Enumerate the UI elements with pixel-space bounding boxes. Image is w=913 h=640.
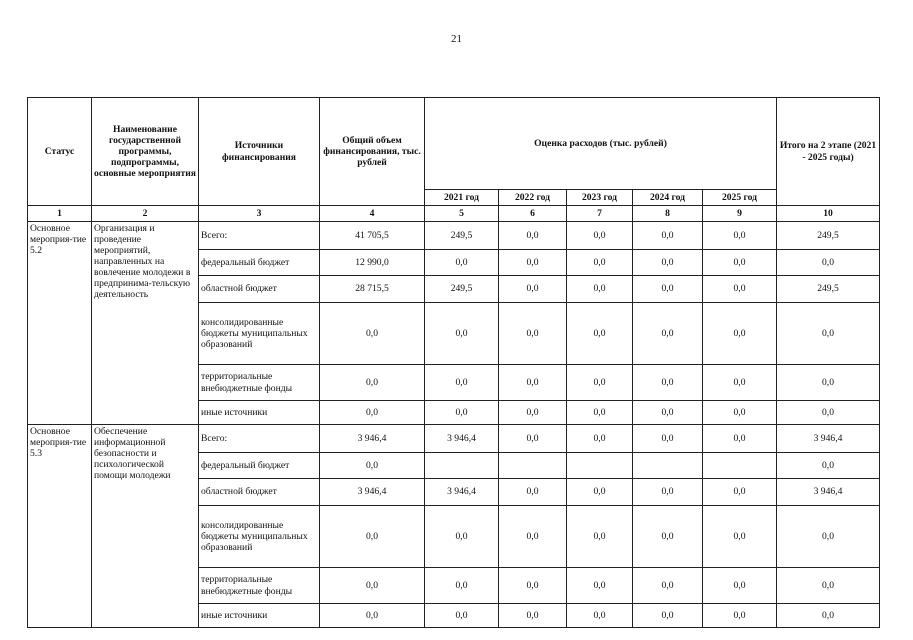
year-value-cell: 0,0 [499, 479, 567, 506]
year-value-cell: 0,0 [567, 568, 633, 604]
header-stage-total: Итого на 2 этапе (2021 - 2025 годы) [777, 98, 880, 206]
year-value-cell: 0,0 [633, 568, 703, 604]
year-value-cell: 0,0 [567, 303, 633, 365]
year-value-cell: 0,0 [567, 276, 633, 303]
header-estimate: Оценка расходов (тыс. рублей) [425, 98, 777, 190]
status-cell: Основное мероприя-тие 5.3 [28, 425, 92, 628]
year-value-cell: 0,0 [499, 568, 567, 604]
year-value-cell: 0,0 [633, 479, 703, 506]
year-value-cell: 0,0 [425, 568, 499, 604]
year-value-cell: 0,0 [425, 506, 499, 568]
year-value-cell: 0,0 [425, 250, 499, 276]
column-index: 7 [567, 206, 633, 222]
year-value-cell [567, 453, 633, 479]
column-index: 2 [92, 206, 199, 222]
year-value-cell: 0,0 [425, 604, 499, 628]
year-value-cell: 0,0 [499, 303, 567, 365]
year-value-cell: 249,5 [425, 222, 499, 250]
year-value-cell: 0,0 [567, 401, 633, 425]
source-cell: консолидированные бюджеты муниципальных образований [199, 303, 320, 365]
total-cell: 0,0 [320, 568, 425, 604]
activity-name-cell: Обеспечение информационной безопасности и психологической помощи молодежи [92, 425, 199, 628]
year-value-cell: 0,0 [703, 425, 777, 453]
stage-total-cell: 0,0 [777, 303, 880, 365]
year-value-cell: 0,0 [633, 222, 703, 250]
year-value-cell: 0,0 [633, 604, 703, 628]
stage-total-cell: 0,0 [777, 453, 880, 479]
column-index: 3 [199, 206, 320, 222]
stage-total-cell: 249,5 [777, 276, 880, 303]
source-cell: территориальные внебюджетные фонды [199, 365, 320, 401]
year-value-cell [703, 453, 777, 479]
year-value-cell [633, 453, 703, 479]
source-cell: федеральный бюджет [199, 250, 320, 276]
header-year: 2022 год [499, 190, 567, 206]
year-value-cell: 0,0 [499, 506, 567, 568]
year-value-cell: 0,0 [499, 365, 567, 401]
header-year: 2025 год [703, 190, 777, 206]
total-cell: 0,0 [320, 365, 425, 401]
year-value-cell: 3 946,4 [425, 479, 499, 506]
source-cell: областной бюджет [199, 276, 320, 303]
year-value-cell: 0,0 [703, 604, 777, 628]
year-value-cell: 0,0 [499, 401, 567, 425]
header-status: Статус [28, 98, 92, 206]
table-body [28, 222, 880, 628]
year-value-cell: 0,0 [499, 425, 567, 453]
year-value-cell: 0,0 [703, 479, 777, 506]
stage-total-cell: 3 946,4 [777, 479, 880, 506]
year-value-cell: 0,0 [703, 401, 777, 425]
column-index: 8 [633, 206, 703, 222]
year-value-cell: 0,0 [703, 303, 777, 365]
column-index: 9 [703, 206, 777, 222]
stage-total-cell: 0,0 [777, 604, 880, 628]
table-row [28, 222, 880, 250]
year-value-cell: 0,0 [703, 568, 777, 604]
stage-total-cell: 0,0 [777, 401, 880, 425]
column-index: 1 [28, 206, 92, 222]
source-cell: консолидированные бюджеты муниципальных образований [199, 506, 320, 568]
header-year: 2021 год [425, 190, 499, 206]
year-value-cell: 0,0 [633, 276, 703, 303]
header-year: 2024 год [633, 190, 703, 206]
header-total: Общий объем финансирования, тыс. рублей [320, 98, 425, 206]
year-value-cell: 0,0 [499, 276, 567, 303]
year-value-cell: 0,0 [633, 365, 703, 401]
status-cell: Основное мероприя-тие 5.2 [28, 222, 92, 425]
year-value-cell [499, 453, 567, 479]
total-cell: 3 946,4 [320, 425, 425, 453]
source-cell: иные источники [199, 604, 320, 628]
year-value-cell: 0,0 [567, 425, 633, 453]
stage-total-cell: 3 946,4 [777, 425, 880, 453]
stage-total-cell: 249,5 [777, 222, 880, 250]
year-value-cell [425, 453, 499, 479]
header-year: 2023 год [567, 190, 633, 206]
budget-table [27, 97, 880, 628]
year-value-cell: 0,0 [499, 250, 567, 276]
year-value-cell: 249,5 [425, 276, 499, 303]
year-value-cell: 0,0 [567, 604, 633, 628]
year-value-cell: 0,0 [703, 506, 777, 568]
total-cell: 3 946,4 [320, 479, 425, 506]
year-value-cell: 0,0 [567, 250, 633, 276]
column-index: 5 [425, 206, 499, 222]
stage-total-cell: 0,0 [777, 365, 880, 401]
header-source: Источники финансирования [199, 98, 320, 206]
source-cell: федеральный бюджет [199, 453, 320, 479]
stage-total-cell: 0,0 [777, 506, 880, 568]
total-cell: 12 990,0 [320, 250, 425, 276]
year-value-cell: 0,0 [425, 401, 499, 425]
year-value-cell: 0,0 [425, 303, 499, 365]
total-cell: 28 715,5 [320, 276, 425, 303]
column-index: 4 [320, 206, 425, 222]
source-cell: территориальные внебюджетные фонды [199, 568, 320, 604]
year-value-cell: 0,0 [567, 222, 633, 250]
year-value-cell: 0,0 [703, 222, 777, 250]
year-value-cell: 0,0 [633, 506, 703, 568]
total-cell: 0,0 [320, 303, 425, 365]
table-header [28, 98, 880, 222]
total-cell: 0,0 [320, 604, 425, 628]
year-value-cell: 0,0 [633, 401, 703, 425]
total-cell: 0,0 [320, 401, 425, 425]
year-value-cell: 0,0 [567, 365, 633, 401]
year-value-cell: 0,0 [703, 276, 777, 303]
year-value-cell: 0,0 [567, 506, 633, 568]
year-value-cell: 0,0 [703, 250, 777, 276]
stage-total-cell: 0,0 [777, 250, 880, 276]
page-number: 21 [451, 33, 462, 45]
column-index: 6 [499, 206, 567, 222]
total-cell: 41 705,5 [320, 222, 425, 250]
year-value-cell: 3 946,4 [425, 425, 499, 453]
header-name: Наименование государственной программы, подпрограммы, основные мероприятия [92, 98, 199, 206]
year-value-cell: 0,0 [703, 365, 777, 401]
source-cell: областной бюджет [199, 479, 320, 506]
year-value-cell: 0,0 [425, 365, 499, 401]
year-value-cell: 0,0 [633, 250, 703, 276]
year-value-cell: 0,0 [499, 604, 567, 628]
total-cell: 0,0 [320, 506, 425, 568]
year-value-cell: 0,0 [633, 303, 703, 365]
activity-name-cell: Организация и проведение мероприятий, направленных на вовлечение молодежи в предпринима-тельскую деятельность [92, 222, 199, 425]
column-index: 10 [777, 206, 880, 222]
year-value-cell: 0,0 [633, 425, 703, 453]
total-cell: 0,0 [320, 453, 425, 479]
source-cell: Всего: [199, 222, 320, 250]
stage-total-cell: 0,0 [777, 568, 880, 604]
table-row [28, 425, 880, 453]
source-cell: Всего: [199, 425, 320, 453]
year-value-cell: 0,0 [499, 222, 567, 250]
year-value-cell: 0,0 [567, 479, 633, 506]
source-cell: иные источники [199, 401, 320, 425]
